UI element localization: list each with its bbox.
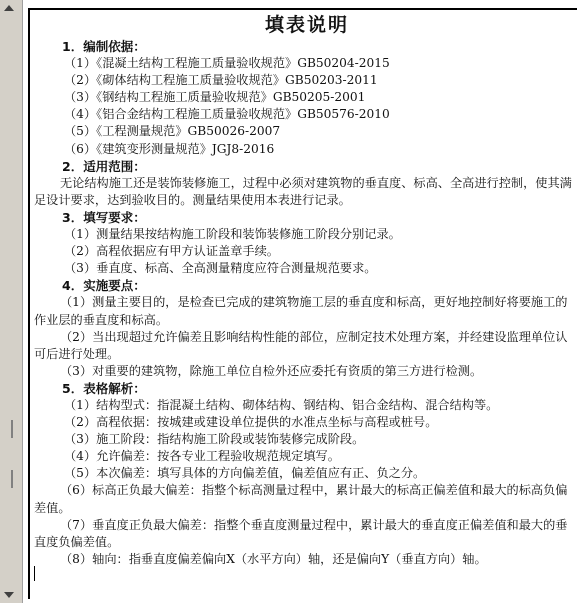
list-item: （1）《混凝土结构工程施工质量验收规范》GB50204-2015 [64,56,390,71]
paragraph: （8）轴向：指垂直度偏差偏向X（水平方向）轴，还是偏向Y（垂直方向）轴。 [60,551,487,566]
section-heading: 1．编制依据： [62,39,146,54]
text-cursor [34,566,35,581]
section-heading: 2．适用范围： [62,158,146,174]
list-item: （5）《工程测量规范》GB50026-2007 [64,124,281,139]
list-item: （2）《砌体结构工程施工质量验收规范》GB50203-2011 [64,73,378,88]
paragraph: （7）垂直度正负最大偏差：指整个垂直度测量过程中，累计最大的垂直度正偏差值和最大的垂直度负偏差值。 [34,517,568,549]
ruler-mark [11,420,13,438]
arrow-up-icon[interactable] [4,5,14,11]
arrow-down-icon[interactable] [4,592,14,598]
section-heading: 4．实施要点： [62,278,146,294]
paragraph: （3）对重要的建筑物，除施工单位自检外还应委托有资质的第三方进行检测。 [60,363,483,378]
list-item: （2）高程依据应有甲方认证盖章手续。 [64,244,279,259]
paragraph: （2）当出现超过允许偏差且影响结构性能的部位，应制定技术处理方案，并经建设监理单位认可后进行处理。 [34,329,568,361]
list-item: （2）高程依据：按城建或建设单位提供的水准点坐标与高程或桩号。 [64,415,438,430]
list-item: （5）本次偏差：填写具体的方向偏差值，偏差值应有正、负之分。 [64,466,426,481]
document-body[interactable] [34,12,580,568]
list-item: （3）垂直度、标高、全高测量精度应符合测量规范要求。 [64,261,377,276]
list-item: （3）《钢结构工程施工质量验收规范》GB50205-2001 [64,90,366,105]
paragraph: （1）测量主要目的，是检查已完成的建筑物施工层的垂直度和标高，更好地控制好将要施工的作业层的垂直度和标高。 [34,295,568,327]
section-heading: 5．表格解析： [62,380,146,396]
paragraph: （6）标高正负最大偏差：指整个标高测量过程中，累计最大的标高正偏差值和最大的标高负偏差值。 [34,483,568,515]
list-item: （1）测量结果按结构施工阶段和装饰装修施工阶段分别记录。 [64,227,401,242]
list-item: （4）允许偏差：按各专业工程验收规范规定填写。 [64,449,340,464]
list-item: （4）《铝合金结构工程施工质量验收规范》GB50576-2010 [64,107,390,122]
list-item: （6）《建筑变形测量规范》JGJ8-2016 [64,141,275,156]
document-title: 填表说明 [264,14,349,36]
ruler-mark [11,470,13,488]
list-item: （3）施工阶段：指结构施工阶段或装饰装修完成阶段。 [64,432,365,447]
list-item: （1）结构型式：指混凝土结构、砌体结构、钢结构、铝合金结构、混合结构等。 [64,397,499,412]
paragraph: 无论结构施工还是装饰装修施工，过程中必须对建筑物的垂直度、标高、全高进行控制，使其满足设计要求，达到验收目的。测量结果使用本表进行记录。 [34,175,572,207]
section-heading: 3．填写要求： [62,209,146,225]
vertical-ruler [0,0,23,603]
